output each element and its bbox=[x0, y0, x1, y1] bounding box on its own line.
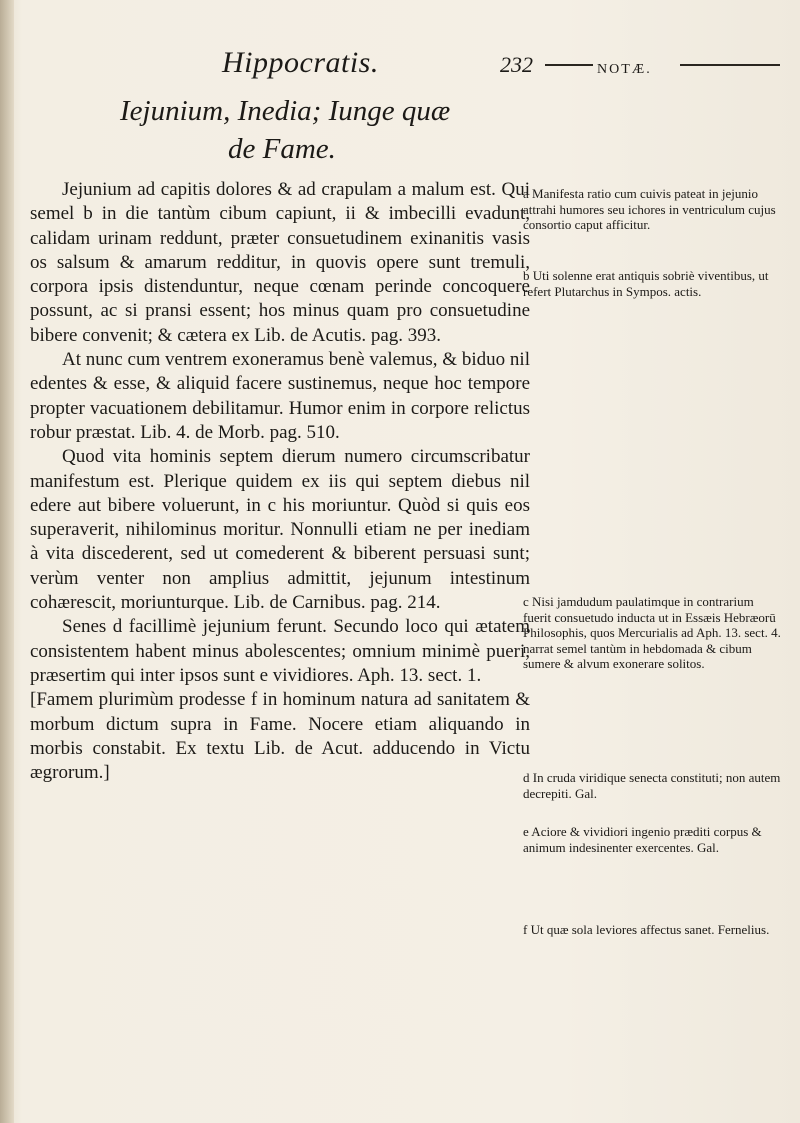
running-head-title: Hippocratis. bbox=[222, 46, 379, 79]
side-note-text: e Aciore & vividiori ingenio præditi corpus & animum indesinenter exercentes. Gal. bbox=[523, 824, 762, 855]
page-number: 232 bbox=[500, 52, 533, 77]
side-note-text: c Nisi jamdudum paulatimque in contrarium fuerit consuetudo inducta ut in Essæis Hebræorū Philosophis, quos Mercurialis ad Aph. 13. sect. 4. narrat semel tantùm in hebdomada & cibum sumere & alvum exonerare solitos. bbox=[523, 594, 781, 671]
side-note-d bbox=[523, 770, 785, 801]
paragraph: Senes d facillimè jejunium ferunt. Secundo loco qui ætatem consistentem habent minus abolescentes; omnium minimè pueri, præsertim qui inter ipsos sunt e vividiores. Aph. 13. sect. 1. bbox=[30, 616, 530, 686]
paragraph: Quod vita hominis septem dierum numero circumscribatur manifestum est. Plerique quidem ex iis qui septem diebus nil edere aut bibere voluerunt, in c his moriuntur. Quòd si quis eos superaverit, nihilominus moritur. Nonnulli etiam ne per inediam à vita discederent, sed ut comederent & biberent persuasi sunt; verùm venter non amplius admittit, jejunum intestinum cohærescit, moriunturque. Lib. de Carnibus. pag. 214. bbox=[30, 446, 530, 614]
side-note-f bbox=[523, 922, 785, 938]
side-note-text: d In cruda viridique senecta constituti; non autem decrepiti. Gal. bbox=[523, 770, 781, 801]
section-heading-line1: Iejunium, Inedia; Iunge quæ bbox=[120, 95, 451, 127]
side-note-a bbox=[523, 186, 785, 233]
side-note-c bbox=[523, 594, 785, 672]
section-heading bbox=[120, 92, 500, 168]
paragraph: [Famem plurimùm prodesse f in hominum natura ad sanitatem & morbum dictum supra in Fame. Nocere etiam aliquando in morbis constabit. Ex textu Lib. de Acut. adducendo in Victu ægrorum.] bbox=[30, 689, 530, 784]
running-head bbox=[0, 40, 800, 80]
paragraph: Jejunium ad capitis dolores & ad crapulam a malum est. Qui semel b in die tantùm cibum capiunt, ii & imbecilli evadunt, calidam urinam reddunt, præter consuetudinem exinanitis vasis os salsum & amarum redditur, in quovis opere sunt tremuli, corpora ipsis distenduntur, neque cœnam perinde concoquere possunt, ac si pransi essent; hos minus quam pro consuetudine bibere convenit; & cætera ex Lib. de Acutis. pag. 393. bbox=[30, 179, 530, 346]
side-note-text: b Uti solenne erat antiquis sobriè viventibus, ut refert Plutarchus in Sympos. actis. bbox=[523, 268, 769, 299]
main-text bbox=[30, 178, 530, 785]
section-heading-line2: de Fame. bbox=[228, 133, 336, 165]
notes-label: NOTÆ. bbox=[597, 62, 652, 77]
side-note-b bbox=[523, 268, 785, 299]
page-gutter bbox=[0, 0, 14, 1123]
running-head-rule bbox=[545, 64, 593, 66]
side-note-text: a Manifesta ratio cum cuivis pateat in jejunio attrahi humores seu ichores in ventriculum cujus consortio caput afficitur. bbox=[523, 186, 776, 232]
running-head-rule-right bbox=[680, 64, 780, 66]
paragraph: At nunc cum ventrem exoneramus benè valemus, & biduo nil edentes & esse, & aliquid facere sustinemus, neque hoc tempore propter vacuationem debilitamur. Humor enim in corpore relictus robur præstat. Lib. 4. de Morb. pag. 510. bbox=[30, 349, 530, 443]
side-note-text: f Ut quæ sola leviores affectus sanet. Fernelius. bbox=[523, 922, 770, 937]
side-note-e bbox=[523, 824, 785, 855]
